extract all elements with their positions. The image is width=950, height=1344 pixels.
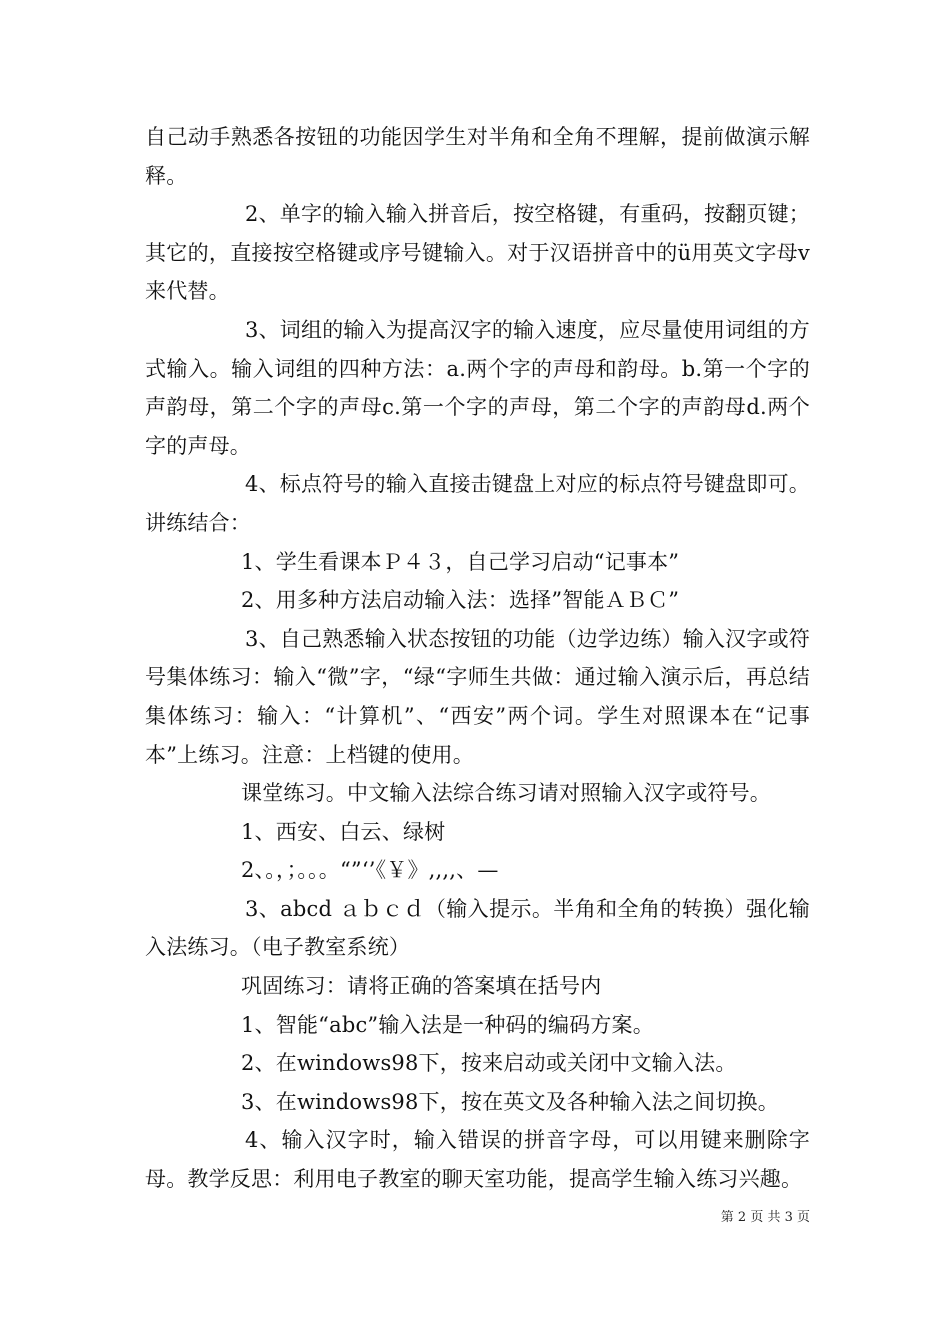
paragraph-8: 课堂练习。中文输入法综合练习请对照输入汉字或符号。 [241,781,771,806]
paragraph-7: 3、自己熟悉输入状态按钮的功能（边学边练）输入汉字或符号集体练习：输入“微”字，“绿“字师生共做：通过输入演示后，再总结集体练习：输入：“计算机”、“西安”两个词。学生对照课本在“记事本”上练习。注意：上档键的使用。 [145,626,810,767]
paragraph-4: 4、标点符号的输入直接击键盘上对应的标点符号键盘即可。讲练结合： [145,472,810,535]
paragraph-16: 4、输入汉字时，输入错误的拼音字母，可以用键来删除字母。教学反思：利用电子教室的聊天室功能，提高学生输入练习兴趣。 [145,1128,810,1192]
paragraph-9: 1、西安、白云、绿树 [241,819,446,844]
paragraph-14: 2、在windows98下，按来启动或关闭中文输入法。 [241,1051,737,1076]
document-body [145,118,810,1199]
paragraph-3: 3、词组的输入为提高汉字的输入速度，应尽量使用词组的方式输入。输入词组的四种方法：a.两个字的声母和韵母。b.第一个字的声韵母，第二个字的声母c.第一个字的声母，第二个字的声韵母d.两个字的声母。 [145,317,810,458]
paragraph-2: 2、单字的输入输入拼音后，按空格键，有重码，按翻页键；其它的，直接按空格键或序号键输入。对于汉语拼音中的ü用英文字母v来代替。 [145,202,810,304]
paragraph-15: 3、在windows98下，按在英文及各种输入法之间切换。 [241,1089,779,1114]
paragraph-12: 巩固练习：请将正确的答案填在括号内 [241,974,602,999]
paragraph-1: 自己动手熟悉各按钮的功能因学生对半角和全角不理解，提前做演示解释。 [145,125,810,188]
paragraph-6: 2、用多种方法启动输入法：选择”智能ＡＢＣ” [241,588,680,613]
paragraph-10: 2、。，；。。。“”‘’《￥》,,,,、— [241,858,499,883]
paragraph-5: 1、学生看课本Ｐ４３，自己学习启动“记事本” [241,549,680,574]
paragraph-13: 1、智能“abc”输入法是一种码的编码方案。 [241,1012,654,1037]
page-number-footer: 第 2 页 共 3 页 [720,1210,810,1225]
paragraph-11: 3、abcd ａｂｃｄ（输入提示。半角和全角的转换）强化输入法练习。（电子教室系统） [145,896,810,960]
